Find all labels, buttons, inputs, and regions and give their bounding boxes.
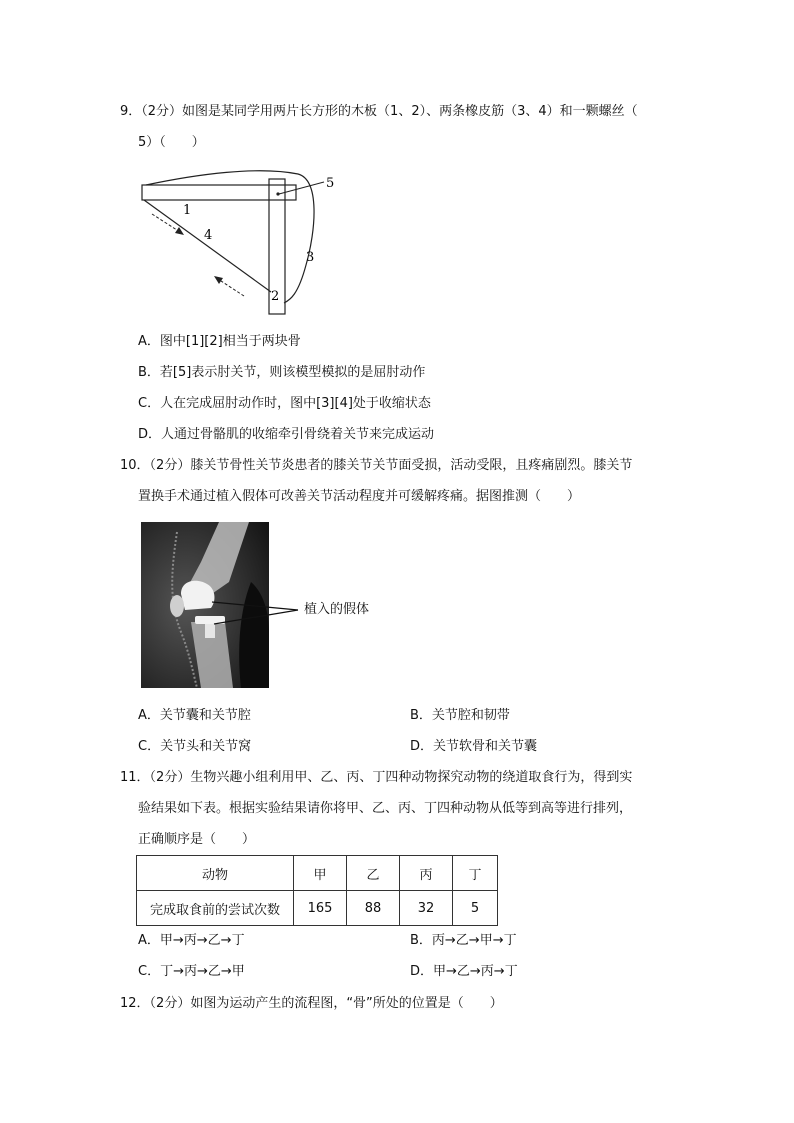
label-3: 3 bbox=[306, 250, 315, 265]
table-header-row bbox=[137, 856, 498, 891]
q9-stem-line1: 9．（2分）如图是某同学用两片长方形的木板（1、2）、两条橡皮筋（3、4）和一颗螺丝（ bbox=[120, 104, 638, 119]
q11-data-table bbox=[136, 855, 498, 926]
arrow-up-head bbox=[214, 276, 223, 284]
q12-stem-line1: 12．（2分）如图为运动产生的流程图，“骨”所处的位置是（ ） bbox=[120, 996, 503, 1011]
q9-option-b[interactable]: B．若[5]表示肘关节，则该模型模拟的是屈肘动作 bbox=[138, 365, 426, 380]
table-header-cell: 动物 bbox=[137, 856, 294, 891]
q9-option-d[interactable]: D．人通过骨骼肌的收缩牵引骨绕着关节来完成运动 bbox=[138, 427, 435, 442]
implant-label: 植入的假体 bbox=[304, 602, 370, 617]
q10-stem-line1: 10．（2分）膝关节骨性关节炎患者的膝关节关节面受损，活动受限，且疼痛剧烈。膝关节 bbox=[120, 458, 633, 473]
q10-stem-line2: 置换手术通过植入假体可改善关节活动程度并可缓解疼痛。据图推测（ ） bbox=[138, 489, 581, 504]
q10-option-a[interactable]: A．关节囊和关节腔 bbox=[138, 708, 251, 723]
q9-option-c[interactable]: C．人在完成屈肘动作时，图中[3][4]处于收缩状态 bbox=[138, 396, 431, 411]
q10-option-c[interactable]: C．关节头和关节窝 bbox=[138, 739, 252, 754]
q9-model-figure bbox=[138, 170, 338, 320]
table-cell: 88 bbox=[347, 891, 400, 926]
table-header-cell: 甲 bbox=[294, 856, 347, 891]
q9-stem-line2: 5）（ ） bbox=[138, 135, 205, 150]
q10-option-b[interactable]: B．关节腔和韧带 bbox=[410, 708, 510, 723]
table-header-cell: 丁 bbox=[453, 856, 498, 891]
q11-stem-line2: 验结果如下表。根据实验结果请你将甲、乙、丙、丁四种动物从低等到高等进行排列， bbox=[138, 801, 633, 816]
table-cell: 165 bbox=[294, 891, 347, 926]
table-header-cell: 丙 bbox=[400, 856, 453, 891]
rubber-band-3 bbox=[146, 171, 314, 303]
q9-option-a[interactable]: A．图中[1][2]相当于两块骨 bbox=[138, 334, 301, 349]
q11-stem-line1: 11．（2分）生物兴趣小组利用甲、乙、丙、丁四种动物探究动物的绕道取食行为，得到实 bbox=[120, 770, 633, 785]
table-header-cell: 乙 bbox=[347, 856, 400, 891]
q10-option-d[interactable]: D．关节软骨和关节囊 bbox=[410, 739, 538, 754]
board-1 bbox=[142, 185, 296, 200]
table-cell: 完成取食前的尝试次数 bbox=[137, 891, 294, 926]
arrow-up-line bbox=[218, 279, 244, 296]
rubber-band-4 bbox=[144, 200, 271, 292]
implant-pointer-lines bbox=[206, 596, 306, 632]
label-5: 5 bbox=[326, 176, 335, 191]
q11-stem-line3: 正确顺序是（ ） bbox=[138, 832, 256, 847]
q11-option-a[interactable]: A．甲→丙→乙→丁 bbox=[138, 933, 245, 948]
table-cell: 32 bbox=[400, 891, 453, 926]
table-row bbox=[137, 891, 498, 926]
screw-5-leader bbox=[279, 182, 324, 194]
label-1: 1 bbox=[183, 203, 192, 218]
label-4: 4 bbox=[204, 228, 213, 243]
q11-option-c[interactable]: C．丁→丙→乙→甲 bbox=[138, 964, 245, 979]
q11-option-b[interactable]: B．丙→乙→甲→丁 bbox=[410, 933, 517, 948]
q11-option-d[interactable]: D．甲→乙→丙→丁 bbox=[410, 964, 518, 979]
table-cell: 5 bbox=[453, 891, 498, 926]
label-2: 2 bbox=[271, 289, 280, 304]
